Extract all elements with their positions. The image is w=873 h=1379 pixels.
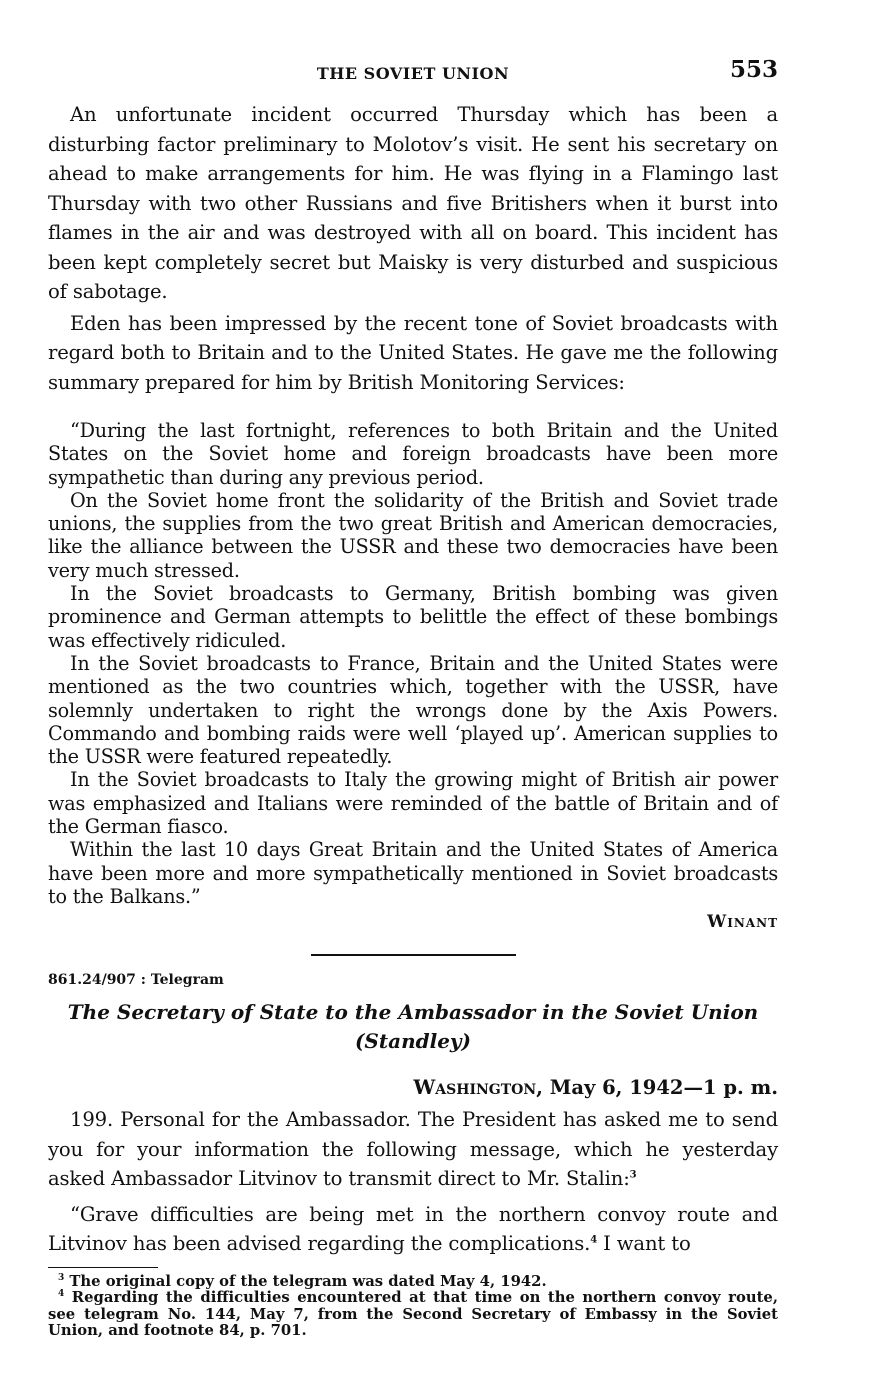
document-title-line: (Standley) [354,1029,472,1054]
page [48,56,778,1340]
quote-paragraph: Within the last 10 days Great Britain and the United States of America have been more and more sympathetically mentioned in Soviet broadcasts to the Balkans.” [48,838,778,908]
quote-paragraph: In the Soviet broadcasts to France, Britain and the United States were mentioned as the two countries which, together with the USSR, have solemnly undertaken to right the wrongs done by the Axis Powers. Commando and bombing raids were well ‘played up’. American supplies to the USSR were featured repeatedly. [48,651,778,769]
footnote [48,1290,778,1340]
footnote-ref: 3 [629,1169,637,1181]
footnote-divider [48,1267,158,1268]
footnote-text: Regarding the difficulties encountered at that time on the northern convoy route, see telegram No. 144, May 7, from the Second Secretary of Embassy in the Soviet Union, and footnote 84, p. 701. [48,1289,778,1340]
quote-tail: I want to [597,1232,691,1256]
footnotes [48,1274,778,1340]
quote-paragraph: “During the last fortnight, references to both Britain and the United States on the Soviet home and foreign broadcasts have been more sympathetic than during any previous period. [48,419,778,489]
message-text: 199. Personal for the Ambassador. The President has asked me to send you for your information the following message, which he yesterday asked Ambassador Litvinov to transmit direct to Mr. Stalin: [48,1108,778,1191]
paragraph: Eden has been impressed by the recent tone of Soviet broadcasts with regard both to Britain and to the United States. He gave me the following summary prepared for him by British Monitoring Services: [48,311,778,394]
footnote-mark: 4 [58,1289,65,1300]
paragraph [48,1200,778,1259]
file-code: 861.24/907 : Telegram [48,972,224,989]
paragraph [48,1105,778,1194]
running-title: THE SOVIET UNION [316,64,510,83]
section-divider [311,954,516,956]
paragraph: An unfortunate incident occurred Thursday which has been a disturbing factor preliminary to Molotov’s visit. He sent his secretary on ahead to make arrangements for him. He was flying in a Flamingo last Thursday with two other Russians and five Britishers when it burst into flames in the air and was destroyed with all on board. This incident has been kept completely secret but Maisky is very disturbed and suspicious of sabotage. [48,103,778,303]
telegram-message [48,1105,778,1259]
monitoring-summary-quote [48,419,778,908]
footnote-ref: 4 [590,1234,598,1246]
document-title-line: The Secretary of State to the Ambassador in the Soviet Union [67,1000,759,1025]
dateline-date: May 6, 1942—1 p. m. [542,1076,778,1100]
quote-paragraph: In the Soviet broadcasts to Germany, British bombing was given prominence and German attempts to belittle the effect of these bombings was effectively ridiculed. [48,582,778,652]
quote-paragraph: In the Soviet broadcasts to Italy the growing might of British air power was emphasized and Italians were reminded of the battle of Britain and of the German fiasco. [48,768,778,839]
footnote-mark: 3 [58,1272,65,1283]
quote-paragraph: On the Soviet home front the solidarity of the British and Soviet trade unions, the supplies from the two great British and American democracies, like the alliance between the USSR and these two democracies have been very much stressed. [48,488,778,582]
quote-text: “Grave difficulties are being met in the northern convoy route and Litvinov has been advised regarding the complications. [48,1202,778,1256]
footnote [48,1274,778,1291]
dateline [48,1076,778,1099]
page-header [48,56,778,86]
dateline-place: Washington, [413,1076,543,1100]
body-text [48,100,778,397]
page-number: 553 [729,56,778,83]
document-title [48,998,778,1056]
footnote-text: The original copy of the telegram was dated May 4, 1942. [64,1272,547,1290]
signature: Winant [707,912,778,933]
